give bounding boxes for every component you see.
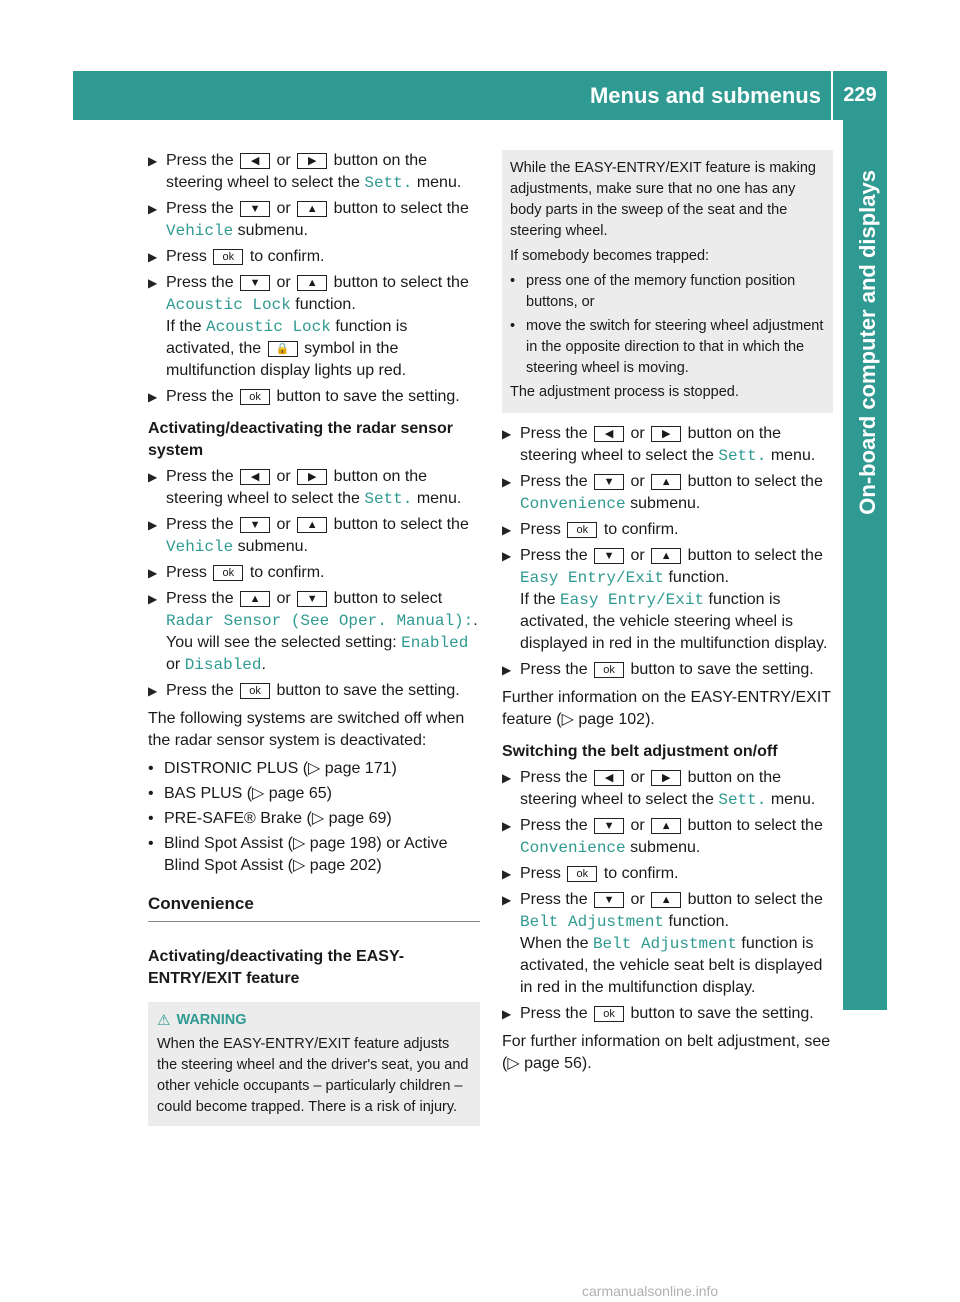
step-arrow-icon: ▶ [148,250,158,264]
chapter-side-tab [843,120,887,1010]
chapter-tab-label: On-board computer and displays [855,170,880,515]
ok-key-icon: ok [594,1006,624,1022]
list-item: • Blind Spot Assist (▷ page 198) or Active Blind Spot Assist (▷ page 202) [148,835,448,874]
step-item: ▶ Press the ▲ or ▼ button to select Radar Sensor (See Oper. Manual):. You will see the selected setting: Enabled or Disabled. [148,590,478,674]
menu-code: Belt Adjustment [592,935,737,953]
down-key-icon: ▼ [594,892,624,908]
left-key-icon: ◀ [240,153,270,169]
info-paragraph: If somebody becomes trapped: [510,248,710,264]
down-key-icon: ▼ [240,201,270,217]
step-arrow-icon: ▶ [148,518,158,532]
lock-symbol-icon: 🔒 [268,341,298,357]
ok-key-icon: ok [594,662,624,678]
list-item: • press one of the memory function position buttons, or [510,273,796,310]
page-header-title: Menus and submenus [589,82,821,108]
step-item: ▶ Press ok to confirm. [148,246,480,268]
warning-title: WARNING [176,1012,247,1028]
step-arrow-icon: ▶ [502,663,512,677]
menu-code: Sett. [718,447,767,465]
step-item: ▶ Press the ok button to save the setting. [148,386,480,408]
step-arrow-icon: ▶ [502,523,512,537]
belt-heading: Switching the belt adjustment on/off [502,743,778,760]
ok-key-icon: ok [240,389,270,405]
watermark: carmanualsonline.info [582,1283,719,1299]
left-key-icon: ◀ [240,469,270,485]
right-column [502,150,833,1081]
menu-code: Vehicle [166,222,234,240]
menu-code: Sett. [718,791,767,809]
info-paragraph: While the EASY-ENTRY/EXIT feature is making adjustments, make sure that no one has any body parts in the sweep of the seat and the steering wheel. [510,160,816,239]
ok-key-icon: ok [567,522,597,538]
menu-code: Acoustic Lock [206,318,331,336]
menu-code: Disabled [184,656,262,674]
belt-reference: For further information on belt adjustment, see (▷ page 56). [502,1033,831,1072]
step-arrow-icon: ▶ [148,592,158,606]
step-item: ▶ Press ok to confirm. [502,519,833,541]
up-key-icon: ▲ [651,474,681,490]
step-arrow-icon: ▶ [502,549,512,563]
down-key-icon: ▼ [240,275,270,291]
menu-code: Sett. [364,490,413,508]
step-item: ▶ Press the ◀ or ▶ button on the steering wheel to select the Sett. menu. [502,425,816,465]
warning-text: When the EASY-ENTRY/EXIT feature adjusts the steering wheel and the driver's seat, you and other vehicle occupants – particularly children – could become trapped. There is a risk of injury. [157,1036,469,1115]
up-key-icon: ▲ [297,201,327,217]
step-arrow-icon: ▶ [148,390,158,404]
step-item: ▶ Press the ◀ or ▶ button on the steering wheel to select the Sett. menu. [148,152,462,192]
step-arrow-icon: ▶ [148,684,158,698]
down-key-icon: ▼ [594,818,624,834]
step-arrow-icon: ▶ [148,566,158,580]
safety-info-box [502,150,833,413]
up-key-icon: ▲ [651,548,681,564]
left-key-icon: ◀ [594,770,624,786]
up-key-icon: ▲ [240,591,270,607]
list-item: • BAS PLUS (▷ page 65) [148,785,332,802]
down-key-icon: ▼ [594,474,624,490]
step-arrow-icon: ▶ [502,819,512,833]
step-arrow-icon: ▶ [502,867,512,881]
menu-code: Vehicle [166,538,234,556]
step-item: ▶ Press the ok button to save the setting. [148,680,480,702]
up-key-icon: ▲ [651,818,681,834]
step-item: ▶ Press the ok button to save the setting. [502,1003,833,1025]
radar-heading: Activating/deactivating the radar sensor system [148,420,453,459]
page-number: 229 [843,84,877,106]
step-item: ▶ Press the ▼ or ▲ button to select the Belt Adjustment function. When the Belt Adjustment function is activated, the vehicle seat belt is displayed in red in the multifunction display. [502,891,823,996]
down-key-icon: ▼ [297,591,327,607]
easy-entry-reference: Further information on the EASY-ENTRY/EXIT feature (▷ page 102). [502,689,831,728]
right-key-icon: ▶ [651,426,681,442]
menu-code: Radar Sensor (See Oper. Manual): [166,612,474,630]
step-item: ▶ Press the ▼ or ▲ button to select the Acoustic Lock function. If the Acoustic Lock function is activated, the 🔒 symbol in the multifunction display lights up red. [148,274,469,379]
step-arrow-icon: ▶ [502,1007,512,1021]
info-paragraph: The adjustment process is stopped. [510,384,739,400]
step-item: ▶ Press ok to confirm. [148,562,480,584]
step-item: ▶ Press the ◀ or ▶ button on the steering wheel to select the Sett. menu. [502,769,816,809]
step-item: ▶ Press the ▼ or ▲ button to select the Easy Entry/Exit function. If the Easy Entry/Exit function is activated, the vehicle steering wheel is displayed in red in the multifunction display. [502,547,828,652]
up-key-icon: ▲ [297,275,327,291]
menu-code: Sett. [364,174,413,192]
menu-code: Easy Entry/Exit [520,569,665,587]
list-item: • PRE-SAFE® Brake (▷ page 69) [148,810,392,827]
step-arrow-icon: ▶ [148,470,158,484]
right-key-icon: ▶ [297,469,327,485]
menu-code: Convenience [520,839,626,857]
step-item: ▶ Press the ▼ or ▲ button to select the Convenience submenu. [502,473,823,513]
step-arrow-icon: ▶ [148,202,158,216]
warning-triangle-icon: ⚠ [157,1012,171,1029]
menu-code: Convenience [520,495,626,513]
step-item: ▶ Press the ▼ or ▲ button to select the Convenience submenu. [502,817,823,857]
right-key-icon: ▶ [297,153,327,169]
page-header-bar [73,71,887,120]
left-key-icon: ◀ [594,426,624,442]
up-key-icon: ▲ [297,517,327,533]
ok-key-icon: ok [240,683,270,699]
step-item: ▶ Press the ▼ or ▲ button to select the Vehicle submenu. [148,516,469,556]
step-arrow-icon: ▶ [502,427,512,441]
warning-box [148,1002,480,1126]
down-key-icon: ▼ [240,517,270,533]
menu-code: Easy Entry/Exit [560,591,705,609]
list-item: • move the switch for steering wheel adjustment in the opposite direction to that in which the steering wheel is moving. [510,318,824,376]
down-key-icon: ▼ [594,548,624,564]
convenience-heading: Convenience [148,893,480,922]
ok-key-icon: ok [213,249,243,265]
list-item: • DISTRONIC PLUS (▷ page 171) [148,760,397,777]
menu-code: Acoustic Lock [166,296,291,314]
right-key-icon: ▶ [651,770,681,786]
step-arrow-icon: ▶ [502,475,512,489]
step-arrow-icon: ▶ [502,893,512,907]
step-arrow-icon: ▶ [148,154,158,168]
step-arrow-icon: ▶ [502,771,512,785]
step-item: ▶ Press ok to confirm. [502,863,833,885]
easy-entry-heading: Activating/deactivating the EASY-ENTRY/EXIT feature [148,948,405,987]
step-item: ▶ Press the ok button to save the setting. [502,659,833,681]
menu-code: Enabled [401,634,469,652]
menu-code: Belt Adjustment [520,913,665,931]
up-key-icon: ▲ [651,892,681,908]
step-item: ▶ Press the ◀ or ▶ button on the steering wheel to select the Sett. menu. [148,468,462,508]
step-arrow-icon: ▶ [148,276,158,290]
radar-note: The following systems are switched off when the radar sensor system is deactivated: [148,710,465,749]
ok-key-icon: ok [567,866,597,882]
ok-key-icon: ok [213,565,243,581]
left-column [148,150,480,1126]
step-item: ▶ Press the ▼ or ▲ button to select the Vehicle submenu. [148,200,469,240]
